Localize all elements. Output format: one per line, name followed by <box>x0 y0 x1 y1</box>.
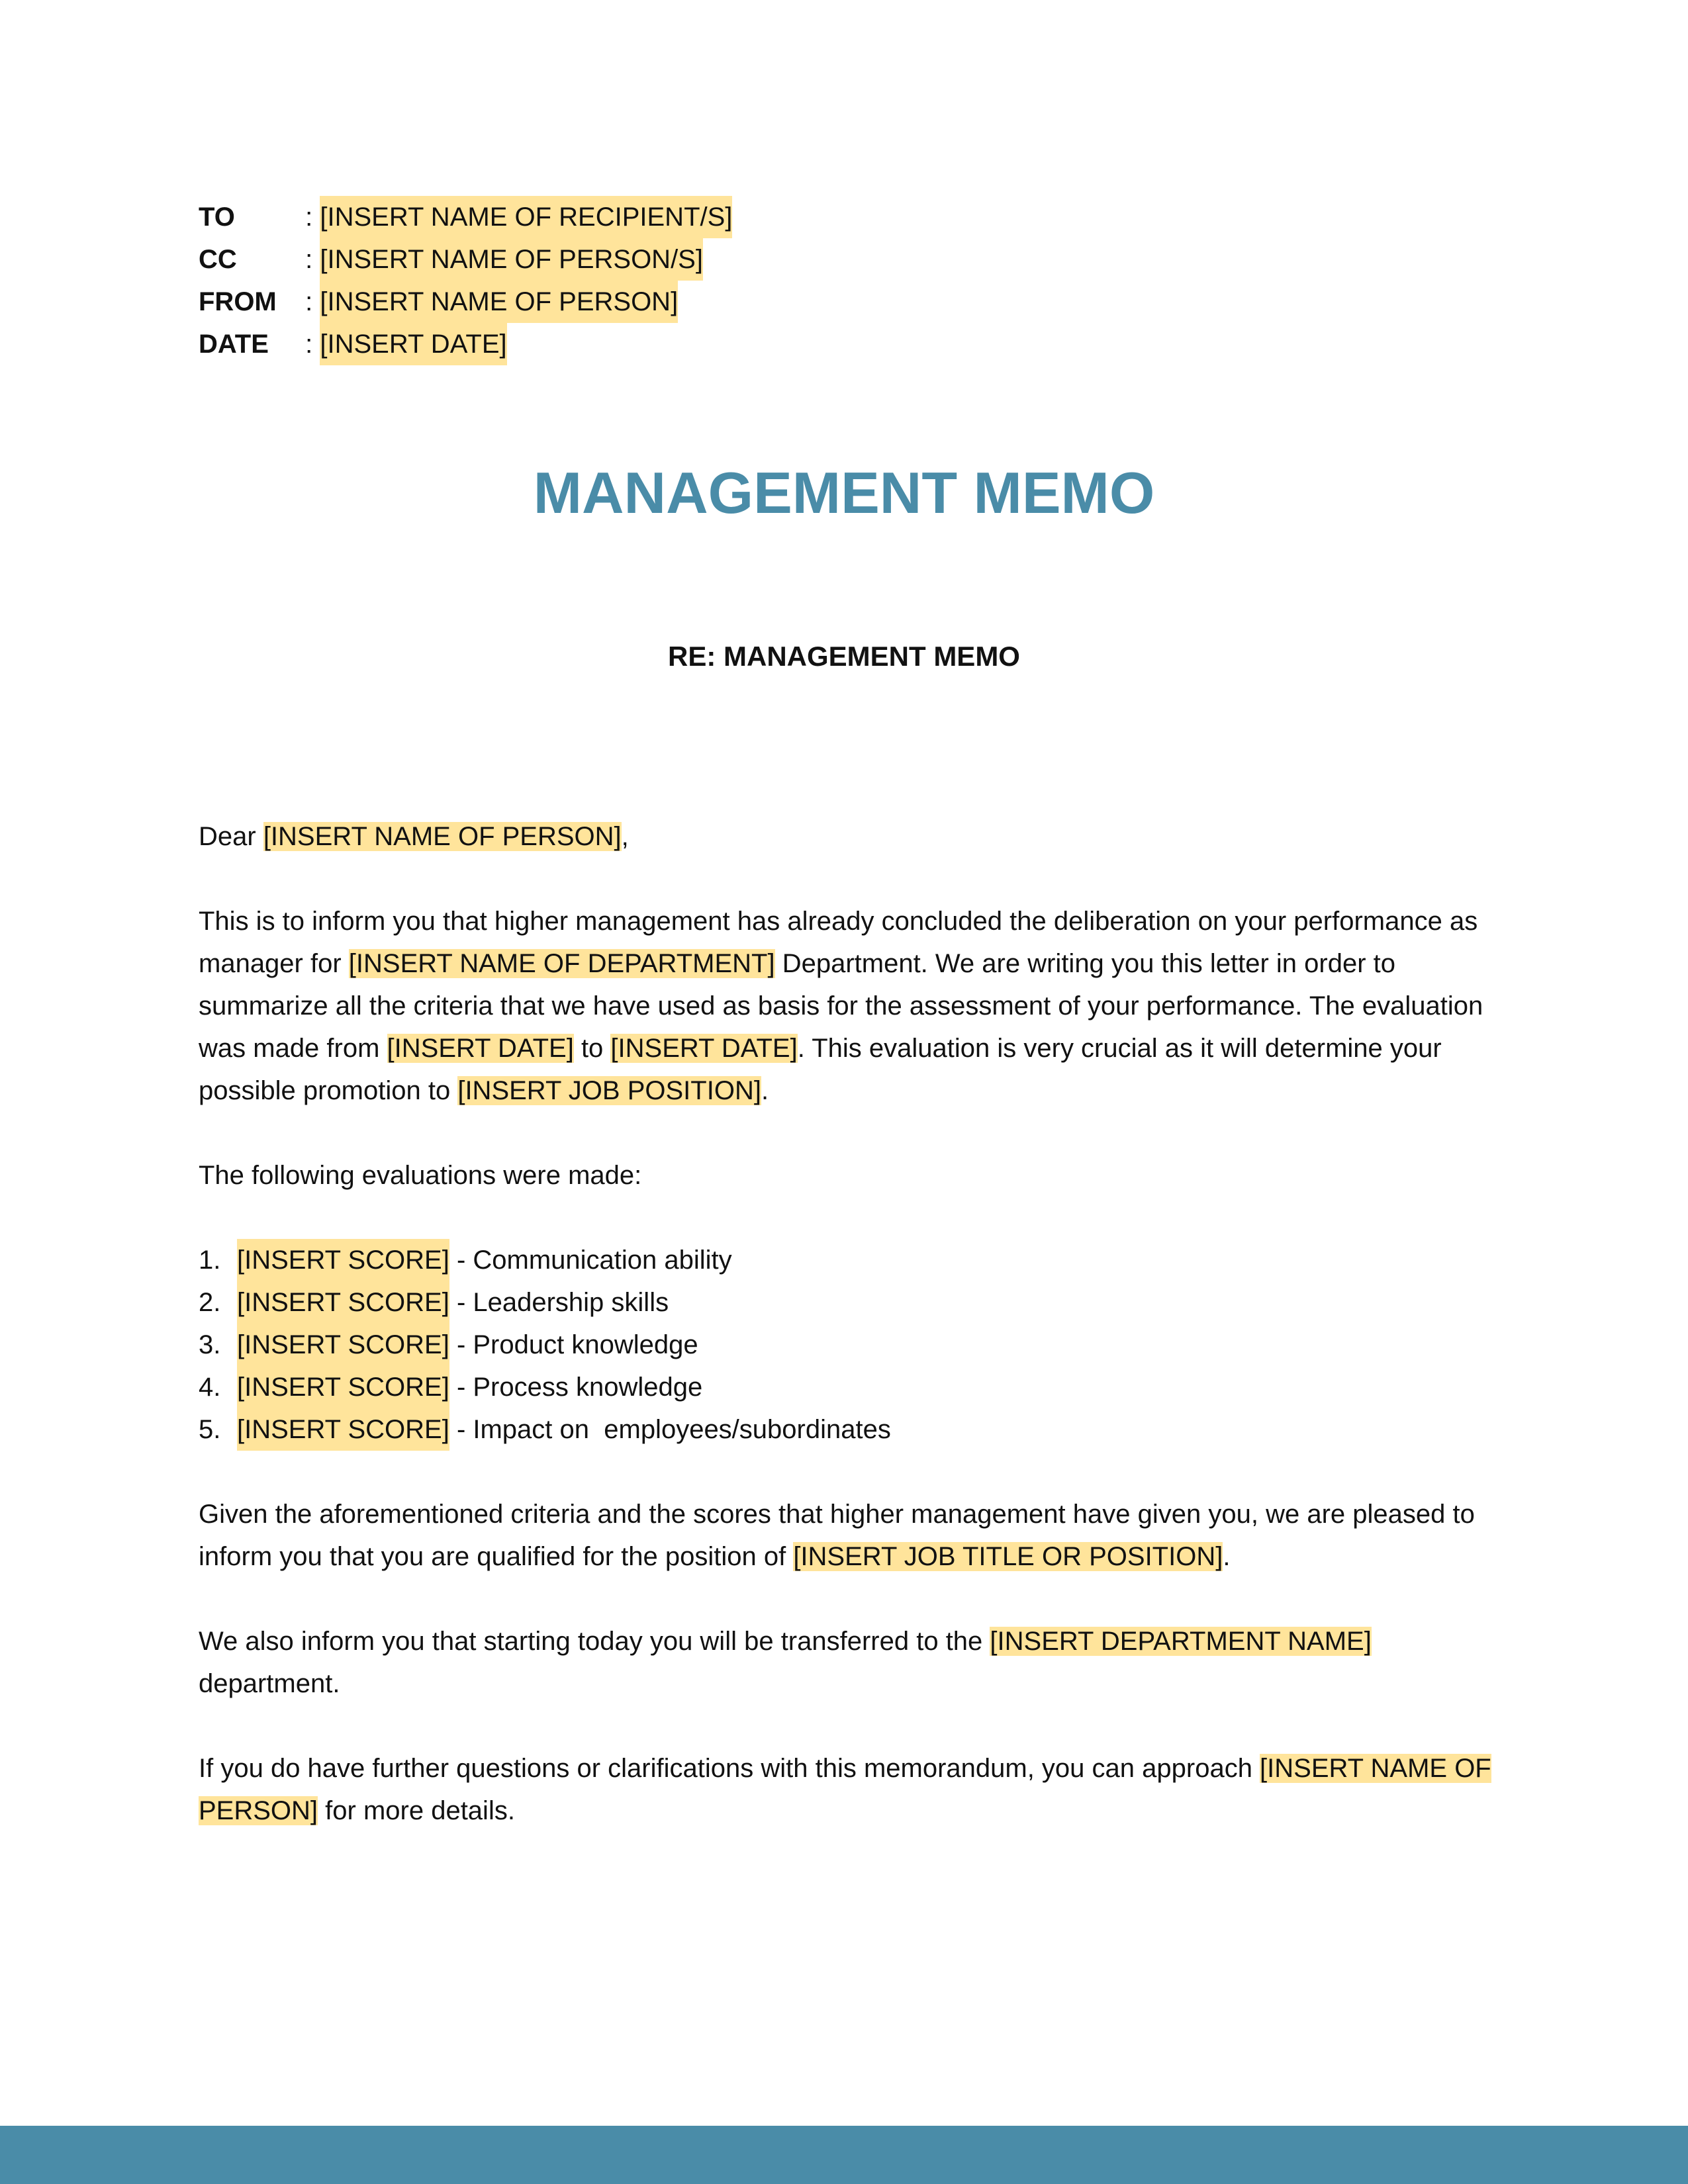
memo-header <box>199 196 1496 365</box>
to-value: [INSERT NAME OF RECIPIENT/S] <box>320 196 732 238</box>
criterion-text: - Leadership skills <box>449 1288 669 1317</box>
greeting-name: [INSERT NAME OF PERSON] <box>263 822 622 851</box>
to-label: TO <box>199 203 235 232</box>
item-number: 5. <box>199 1415 221 1444</box>
header-row-cc <box>199 238 1496 281</box>
evaluations-intro: The following evaluations were made: <box>199 1161 642 1190</box>
from-value: [INSERT NAME OF PERSON] <box>320 281 678 323</box>
memo-body <box>199 815 1496 1874</box>
list-item <box>199 1324 1496 1366</box>
para3-text-1: We also inform you that starting today you will be transferred to the <box>199 1627 990 1656</box>
to-separator: : <box>298 203 320 232</box>
greeting-suffix: , <box>621 822 629 851</box>
para1-text-1: This is to inform you that higher management has already concluded the deliberation on your performance as manager for <box>199 907 1478 978</box>
paragraph-contact <box>199 1747 1496 1832</box>
item-number: 3. <box>199 1330 221 1359</box>
date-value: [INSERT DATE] <box>320 323 506 365</box>
date-label: DATE <box>199 330 269 359</box>
evaluation-list <box>199 1239 1496 1451</box>
page-title: MANAGEMENT MEMO <box>533 460 1155 525</box>
criterion-text: - Product knowledge <box>449 1330 698 1359</box>
para3-text-2: department. <box>199 1669 340 1698</box>
department-name-placeholder: [INSERT DEPARTMENT NAME] <box>990 1627 1372 1656</box>
item-number: 4. <box>199 1373 221 1402</box>
para1-text-2: Department. We are writing you this letter in order to summarize all the criteria that we have used as basis for the assessment of your performance. The evaluation was made from <box>199 949 1483 1063</box>
item-number: 2. <box>199 1288 221 1317</box>
header-row-from <box>199 281 1496 323</box>
contact-placeholder: [INSERT NAME OF PERSON] <box>199 1754 1491 1825</box>
cc-value: [INSERT NAME OF PERSON/S] <box>320 238 703 281</box>
list-item <box>199 1408 1496 1451</box>
para4-text-1: If you do have further questions or clarifications with this memorandum, you can approach <box>199 1754 1260 1783</box>
para2-text-2: . <box>1223 1542 1231 1571</box>
from-label: FROM <box>199 287 277 316</box>
memo-subject: RE: MANAGEMENT MEMO <box>668 641 1020 672</box>
score-placeholder: [INSERT SCORE] <box>237 1239 449 1281</box>
paragraph-transfer <box>199 1620 1496 1705</box>
footer-bar <box>0 2126 1688 2184</box>
greeting <box>199 815 1496 858</box>
cc-separator: : <box>298 245 320 274</box>
score-placeholder: [INSERT SCORE] <box>237 1408 449 1451</box>
job-position-placeholder: [INSERT JOB POSITION] <box>457 1076 761 1105</box>
para2-text-1: Given the aforementioned criteria and the scores that higher management have given you, we are pleased to inform you that you are qualified for the position of <box>199 1500 1475 1571</box>
para1-text-3: to <box>573 1034 611 1063</box>
para4-text-2: for more details. <box>318 1796 515 1825</box>
job-title-placeholder: [INSERT JOB TITLE OR POSITION] <box>793 1542 1223 1571</box>
para1-text-5: . <box>761 1076 769 1105</box>
greeting-prefix: Dear <box>199 822 263 851</box>
date-to-placeholder: [INSERT DATE] <box>610 1034 798 1063</box>
paragraph-qualification <box>199 1493 1496 1578</box>
list-item <box>199 1281 1496 1324</box>
list-item <box>199 1366 1496 1408</box>
header-row-date <box>199 323 1496 365</box>
score-placeholder: [INSERT SCORE] <box>237 1324 449 1366</box>
para1-text-4: . This evaluation is very crucial as it will determine your possible promotion to <box>199 1034 1442 1105</box>
item-number: 1. <box>199 1246 221 1275</box>
paragraph-intro <box>199 900 1496 1112</box>
criterion-text: - Communication ability <box>449 1246 732 1275</box>
criterion-text: - Process knowledge <box>449 1373 703 1402</box>
list-item <box>199 1239 1496 1281</box>
date-separator: : <box>298 330 320 359</box>
score-placeholder: [INSERT SCORE] <box>237 1366 449 1408</box>
score-placeholder: [INSERT SCORE] <box>237 1281 449 1324</box>
header-row-to <box>199 196 1496 238</box>
date-from-placeholder: [INSERT DATE] <box>387 1034 574 1063</box>
from-separator: : <box>298 287 320 316</box>
cc-label: CC <box>199 245 237 274</box>
department-placeholder: [INSERT NAME OF DEPARTMENT] <box>348 949 775 978</box>
criterion-text: - Impact on employees/subordinates <box>449 1415 891 1444</box>
